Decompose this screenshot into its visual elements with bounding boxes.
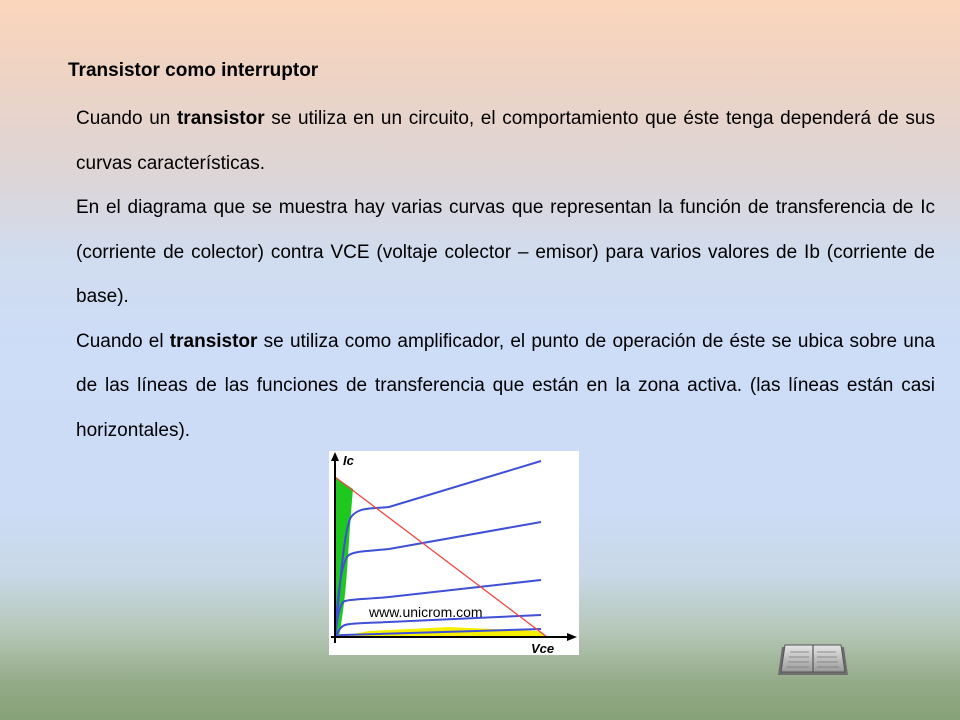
x-axis-label: Vce	[531, 641, 555, 655]
transistor-curves-svg	[329, 451, 579, 655]
slide-body	[76, 97, 935, 453]
y-axis-arrow	[331, 452, 339, 461]
slide-title: Transistor como interruptor	[68, 60, 319, 81]
paragraph-segment: se utiliza en un circuito, el comportamiento que éste tenga dependerá de sus curvas características.	[76, 108, 935, 174]
paragraph-segment: Cuando el	[76, 330, 170, 352]
x-axis-arrow	[567, 633, 577, 641]
y-axis-label: Ic	[343, 453, 354, 468]
paragraph	[76, 186, 935, 320]
paragraph-segment: Cuando un	[76, 108, 177, 129]
paragraph-segment-bold: transistor	[176, 108, 265, 129]
book-icon	[778, 643, 848, 679]
book-nav-button[interactable]	[778, 643, 848, 679]
paragraph	[76, 320, 935, 454]
watermark-text: www.unicrom.com	[369, 604, 483, 620]
paragraph-segment: se utiliza como amplificador, el punto de operación de éste se ubica sobre una de las líneas de las funciones de transferencia que están en la zona activa. (las líneas están casi horizontales).	[76, 330, 935, 441]
paragraph-segment-bold: transistor	[169, 330, 258, 352]
paragraph-segment: En el diagrama que se muestra hay varias curvas que representan la función de transferencia de Ic (corriente de colector) contra VCE (voltaje colector – emisor) para varios valores de Ib (corriente de base).	[76, 197, 935, 307]
transistor-curves-figure	[329, 451, 579, 655]
paragraph	[76, 97, 935, 186]
